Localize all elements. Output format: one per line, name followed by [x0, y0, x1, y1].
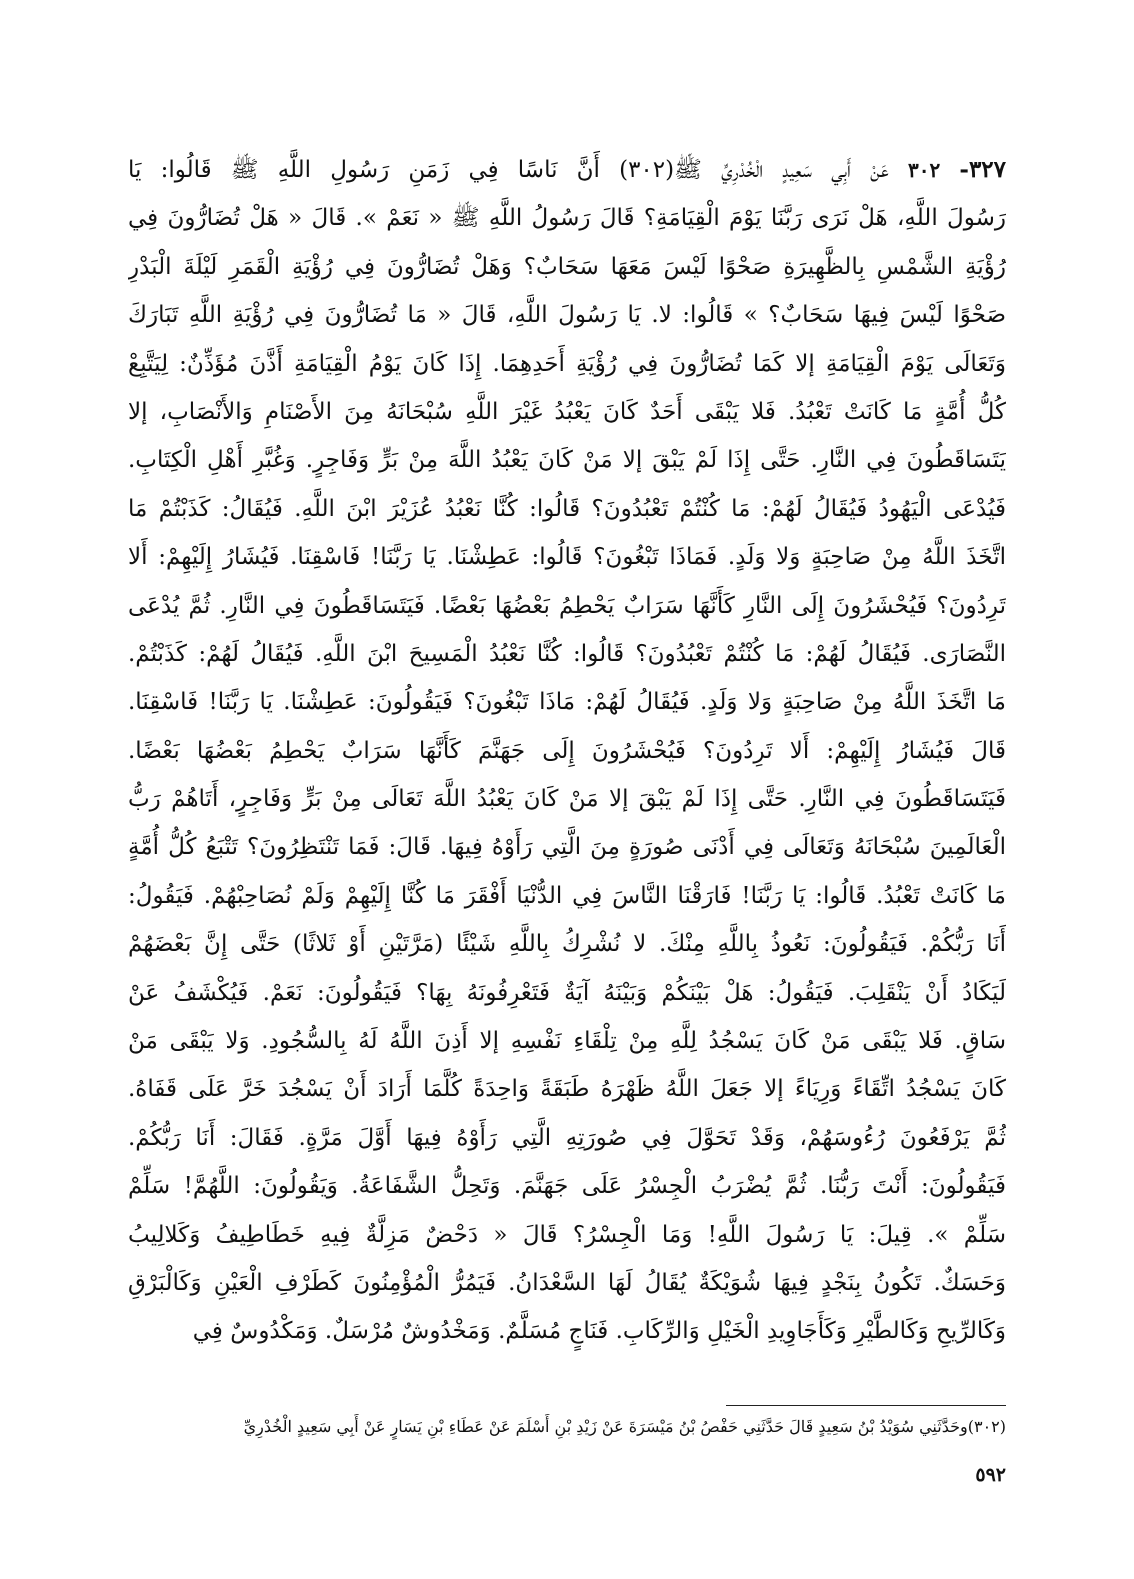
text-line-3: رُؤْيَةِ الشَّمْسِ بِالظَّهِيرَةِ صَحْوًا لَيْسَ مَعَهَا سَحَابٌ؟ وَهَلْ تُضَارُّونَ فِي رُؤْيَةِ الْقَمَرِ لَيْلَةَ الْبَدْرِ [128, 253, 1006, 280]
text-line-14: فَيَتَسَاقَطُونَ فِي النَّارِ. حَتَّى إِذَا لَمْ يَبْقَ إلا مَنْ كَانَ يَعْبُدُ اللَّهَ تَعَالَى مِنْ بَرٍّ وَفَاجِرٍ، أَتَاهُمْ رَبُّ [128, 786, 1006, 813]
text-line-20: كَانَ يَسْجُدُ اتِّقَاءً وَرِيَاءً إلا جَعَلَ اللَّهُ ظَهْرَهُ طَبَقَةً وَاحِدَةً كُلَّمَا أَرَادَ أَنْ يَسْجُدَ خَرَّ عَلَى قَفَاهُ. [128, 1076, 1006, 1103]
text-line-15: الْعَالَمِينَ سُبْحَانَهُ وَتَعَالَى فِي أَدْنَى صُورَةٍ مِنَ الَّتِي رَأَوْهُ فِيهَا. قَالَ: فَمَا تَنْتَظِرُونَ؟ تَتْبَعُ كُلُّ أُمَّةٍ [128, 834, 1006, 861]
text-line-1 [128, 146, 1006, 194]
text-line-19: سَاقٍ. فَلا يَبْقَى مَنْ كَانَ يَسْجُدُ لِلَّهِ مِنْ تِلْقَاءِ نَفْسِهِ إلا أَذِنَ اللَّهُ لَهُ بِالسُّجُودِ. وَلا يَبْقَى مَنْ [128, 1028, 1006, 1055]
text-line-6: كُلُّ أُمَّةٍ مَا كَانَتْ تَعْبُدُ. فَلا يَبْقَى أَحَدٌ كَانَ يَعْبُدُ غَيْرَ اللَّهِ سُبْحَانَهُ مِنَ الأَصْنَامِ وَالأَنْصَابِ، إلا [128, 398, 1006, 425]
hadith-number: ٣٢٧- [959, 156, 1006, 183]
text-line-13: قَالَ فَيُشَارُ إِلَيْهِمْ: أَلا تَرِدُونَ؟ فَيُحْشَرُونَ إِلَى جَهَنَّمَ كَأَنَّهَا سَرَابٌ يَحْطِمُ بَعْضُهَا بَعْضًا. [128, 737, 1006, 764]
text-line-24: وَحَسَكٌ. تَكُونُ بِنَجْدٍ فِيهَا شُوَيْكَةٌ يُقَالُ لَهَا السَّعْدَانُ. فَيَمُرُّ الْمُؤْمِنُونَ كَطَرْفِ الْعَيْنِ وَكَالْبَرْقِ [128, 1269, 1006, 1296]
text-line-22: فَيَقُولُونَ: أَنْتَ رَبُّنَا. ثُمَّ يُضْرَبُ الْجِسْرُ عَلَى جَهَنَّمَ. وَتَحِلُّ الشَّفَاعَةُ. وَيَقُولُونَ: اللَّهُمَّ! سَلِّمْ [128, 1173, 1006, 1200]
text-line-16: مَا كَانَتْ تَعْبُدُ. قَالُوا: يَا رَبَّنَا! فَارَقْنَا النَّاسَ فِي الدُّنْيَا أَفْقَرَ مَا كُنَّا إِلَيْهِمْ وَلَمْ نُصَاحِبْهُمْ. فَيَقُولُ: [128, 882, 1006, 909]
text-line-21: ثُمَّ يَرْفَعُونَ رُءُوسَهُمْ، وَقَدْ تَحَوَّلَ فِي صُورَتِهِ الَّتِي رَأَوْهُ فِيهَا أَوَّلَ مَرَّةٍ. فَقَالَ: أَنَا رَبُّكُمْ. [128, 1124, 1006, 1151]
footnote-separator [726, 1405, 1006, 1406]
text-line-5: وَتَعَالَى يَوْمَ الْقِيَامَةِ إلا كَمَا تُضَارُّونَ فِي رُؤْيَةِ أَحَدِهِمَا. إِذَا كَانَ يَوْمُ الْقِيَامَةِ أَذَّنَ مُؤَذِّنٌ: لِيَتَّبِعْ [128, 350, 1006, 377]
text-line-8: فَيُدْعَى الْيَهُودُ فَيُقَالُ لَهُمْ: مَا كُنْتُمْ تَعْبُدُونَ؟ قَالُوا: كُنَّا نَعْبُدُ عُزَيْرَ ابْنَ اللَّهِ. فَيُقَالُ: كَذَبْتُمْ مَا [128, 495, 1006, 522]
hadith-body [128, 146, 1006, 1356]
text-line-10: تَرِدُونَ؟ فَيُحْشَرُونَ إِلَى النَّارِ كَأَنَّهَا سَرَابٌ يَحْطِمُ بَعْضُهَا بَعْضًا. فَيَتَسَاقَطُونَ فِي النَّارِ. ثُمَّ يُدْعَى [128, 592, 1006, 619]
text-line-25: وَكَالرِّيحِ وَكَالطَّيْرِ وَكَأَجَاوِيدِ الْخَيْلِ وَالرِّكَابِ. فَنَاجٍ مُسَلَّمٌ. وَمَخْدُوشٌ مُرْسَلٌ. وَمَكْدُوسٌ فِي [192, 1318, 1006, 1345]
chain-reference-number: ٣٠٢ [908, 158, 941, 182]
page-number: ٥٩٢ [975, 1464, 1006, 1486]
text-line-17: أَنَا رَبُّكُمْ. فَيَقُولُونَ: نَعُوذُ بِاللَّهِ مِنْكَ. لا نُشْرِكُ بِاللَّهِ شَيْئًا (مَرَّتَيْنِ أَوْ ثَلاثًا) حَتَّى إِنَّ بَعْضَهُمْ [128, 931, 1006, 958]
text-line-2: رَسُولَ اللَّهِ، هَلْ نَرَى رَبَّنَا يَوْمَ الْقِيَامَةِ؟ قَالَ رَسُولُ اللَّهِ ﷺ « نَعَمْ ». قَالَ « هَلْ تُضَارُّونَ فِي [128, 205, 1006, 232]
text-line-9: اتَّخَذَ اللَّهُ مِنْ صَاحِبَةٍ وَلا وَلَدٍ. فَمَاذَا تَبْغُونَ؟ قَالُوا: عَطِشْنَا. يَا رَبَّنَا! فَاسْقِنَا. فَيُشَارُ إِلَيْهِمْ: أَلا [128, 544, 1006, 571]
text-line-4: صَحْوًا لَيْسَ فِيهَا سَحَابٌ؟ » قَالُوا: لا. يَا رَسُولَ اللَّهِ، قَالَ « مَا تُضَارُّونَ فِي رُؤْيَةِ اللَّهِ تَبَارَكَ [128, 302, 1006, 329]
text-line-23: سَلِّمْ ». قِيلَ: يَا رَسُولَ اللَّهِ! وَمَا الْجِسْرُ؟ قَالَ « دَحْضٌ مَزِلَّةٌ فِيهِ خَطَاطِيفُ وَكَلالِيبُ [128, 1221, 1006, 1248]
text-line-12: مَا اتَّخَذَ اللَّهُ مِنْ صَاحِبَةٍ وَلا وَلَدٍ. فَيُقَالُ لَهُمْ: مَاذَا تَبْغُونَ؟ فَيَقُولُونَ: عَطِشْنَا. يَا رَبَّنَا! فَاسْقِنَا. [128, 689, 1006, 716]
text-line-18: لَيَكَادُ أَنْ يَنْقَلِبَ. فَيَقُولُ: هَلْ بَيْنَكُمْ وَبَيْنَهُ آيَةٌ فَتَعْرِفُونَهُ بِهَا؟ فَيَقُولُونَ: نَعَمْ. فَيُكْشَفُ عَنْ [128, 979, 1006, 1006]
footnote: (٣٠٢)وحَدَّثَنِي سُوَيْدُ بْنُ سَعِيدٍ قَالَ حَدَّثَنِي حَفْصُ بْنُ مَيْسَرَةَ عَنْ زَيْدِ بْنِ أَسْلَمَ عَنْ عَطَاءِ بْنِ يَسَارٍ عَنْ أَبِي سَعِيدٍ الْخُدْرِيِّ [243, 1417, 1006, 1436]
text-line-7: يَتَسَاقَطُونَ فِي النَّارِ. حَتَّى إِذَا لَمْ يَبْقَ إلا مَنْ كَانَ يَعْبُدُ اللَّهَ مِنْ بَرٍّ وَفَاجِرٍ. وَغُبَّرِ أَهْلِ الْكِتَابِ. [128, 447, 1006, 474]
text-line-11: النَّصَارَى. فَيُقَالُ لَهُمْ: مَا كُنْتُمْ تَعْبُدُونَ؟ قَالُوا: كُنَّا نَعْبُدُ الْمَسِيحَ ابْنَ اللَّهِ. فَيُقَالُ لَهُمْ: كَذَبْتُمْ. [128, 640, 1006, 667]
text-line-1-content: عَنْ أَبِي سَعِيدٍ الْخُدْرِيِّ ﷺ(٣٠٢) أَنَّ نَاسًا فِي زَمَنِ رَسُولِ اللَّهِ ﷺ قَالُوا: يَا [128, 157, 889, 183]
